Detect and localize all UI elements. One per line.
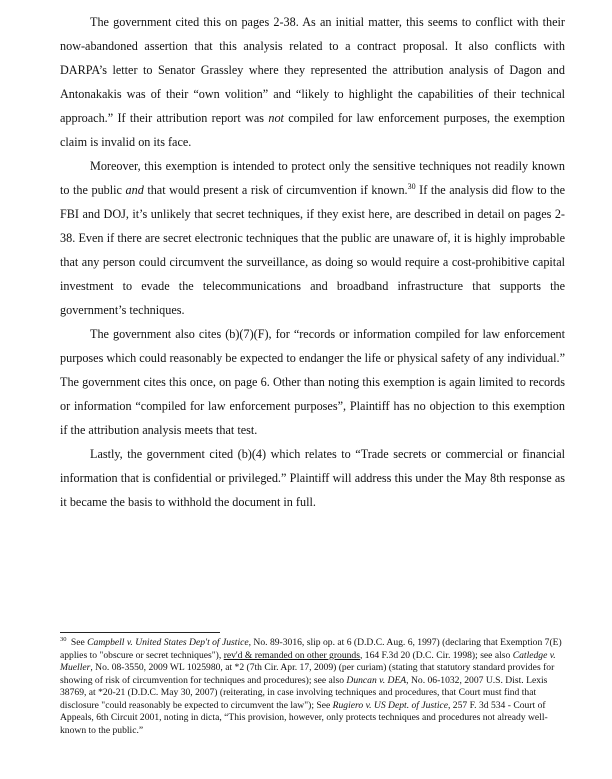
footnote-reference[interactable]: 30 — [407, 181, 416, 191]
paragraph-2-text-c: If the analysis did flow to the FBI and DOJ, it’s unlikely that secret techniques, if they exist here, are described in detail on pages 2-38. Even if there are secret electronic techniques that the public are unaware of, it is highly improbable that any person could circumvent the surveillance, as doing so would require a cost-prohibitive capital investment to evade the telecommunications and broadband infrastructure that supports the government’s techniques. — [60, 183, 566, 317]
paragraph-1-text-a: The government cited this on pages 2-38. As an initial matter, this seems to conflict with their now-abandoned assertion that this analysis related to a contract proposal. It also conflicts with DARPA’s letter to Senator Grassley where they represented the attribution analysis of Dagon and Antonakakis was of their “own volition” and “likely to highlight the capabilities of their technical approach.” If their attribution report was — [60, 15, 565, 125]
paragraph-3: The government also cites (b)(7)(F), for “records or information compiled for law enforcement purposes which could reasonably be expected to endanger the life or physical safety of any individual.” The government cites this once, on page 6. Other than noting this exemption is again limited to records or information “compiled for law enforcement purposes”, Plaintiff has no objection to this exemption if the attribution analysis meets that test. — [60, 327, 565, 437]
footnote-text: , No. 06-1032, 2007 U.S. Dist. Lexis 38769, at *20-21 (D.D.C. May 30, 2007) (reiterating, in case involving techniques and procedures, that Court must find that disclosure "could reasonably be expected to circumvent the law"); See — [60, 674, 548, 711]
paragraph-1-emphasis: not — [268, 111, 284, 125]
footnote-case-name: Campbell v. United States Dep't of Justice — [87, 637, 249, 648]
paragraph-4: Lastly, the government cited (b)(4) which relates to “Trade secrets or commercial or financial information that is confidential or privileged.” Plaintiff will address this under the May 8th response as it became the basis to withhold the document in full. — [60, 447, 565, 509]
footnote-number: 30 — [60, 635, 67, 643]
paragraph-2-text-b: that would present a risk of circumvention if known. — [143, 183, 408, 197]
paragraph-1 — [60, 10, 565, 154]
footnote — [60, 637, 565, 737]
footnote-text: See — [68, 637, 88, 648]
paragraph-1-text-b: compiled for law enforcement purposes, the exemption claim is invalid on its face. — [60, 111, 565, 149]
footnote-underlined-text: rev'd & remanded on other grounds — [223, 649, 360, 661]
paragraph-2-emphasis: and — [125, 183, 144, 197]
footnote-text: , 257 F. 3d 534 - Court of Appeals, 6th Circuit 2001, noting in dicta, “This provision, however, only protects techniques and procedures not already well-known to the public.” — [60, 699, 548, 736]
paragraph-2 — [60, 154, 565, 322]
footnote-text: , No. 08-3550, 2009 WL 1025980, at *2 (7th Cir. Apr. 17, 2009) (per curiam) (stating that statutory standard provides for showing of risk of circumvention for techniques and procedures); see also — [60, 662, 555, 686]
footnote-text: , No. 89-3016, slip op. at 6 (D.D.C. Aug. 6, 1997) (declaring that Exemption 7(E) applies to "obscure or secret techniques"), — [60, 637, 562, 661]
footnote-text: , 164 F.3d 20 (D.C. Cir. 1998); see also — [359, 649, 513, 661]
footnote-case-name: Rugiero v. US Dept. of Justice — [332, 699, 448, 711]
footnote-case-name: Catledge v. Mueller — [60, 649, 556, 673]
body-text — [60, 10, 565, 514]
footnote-case-name: Duncan v. DEA — [346, 674, 407, 686]
footnote-divider — [60, 632, 220, 633]
paragraph-2-text-a: Moreover, this exemption is intended to protect only the sensitive techniques not readily known to the public — [60, 159, 565, 197]
